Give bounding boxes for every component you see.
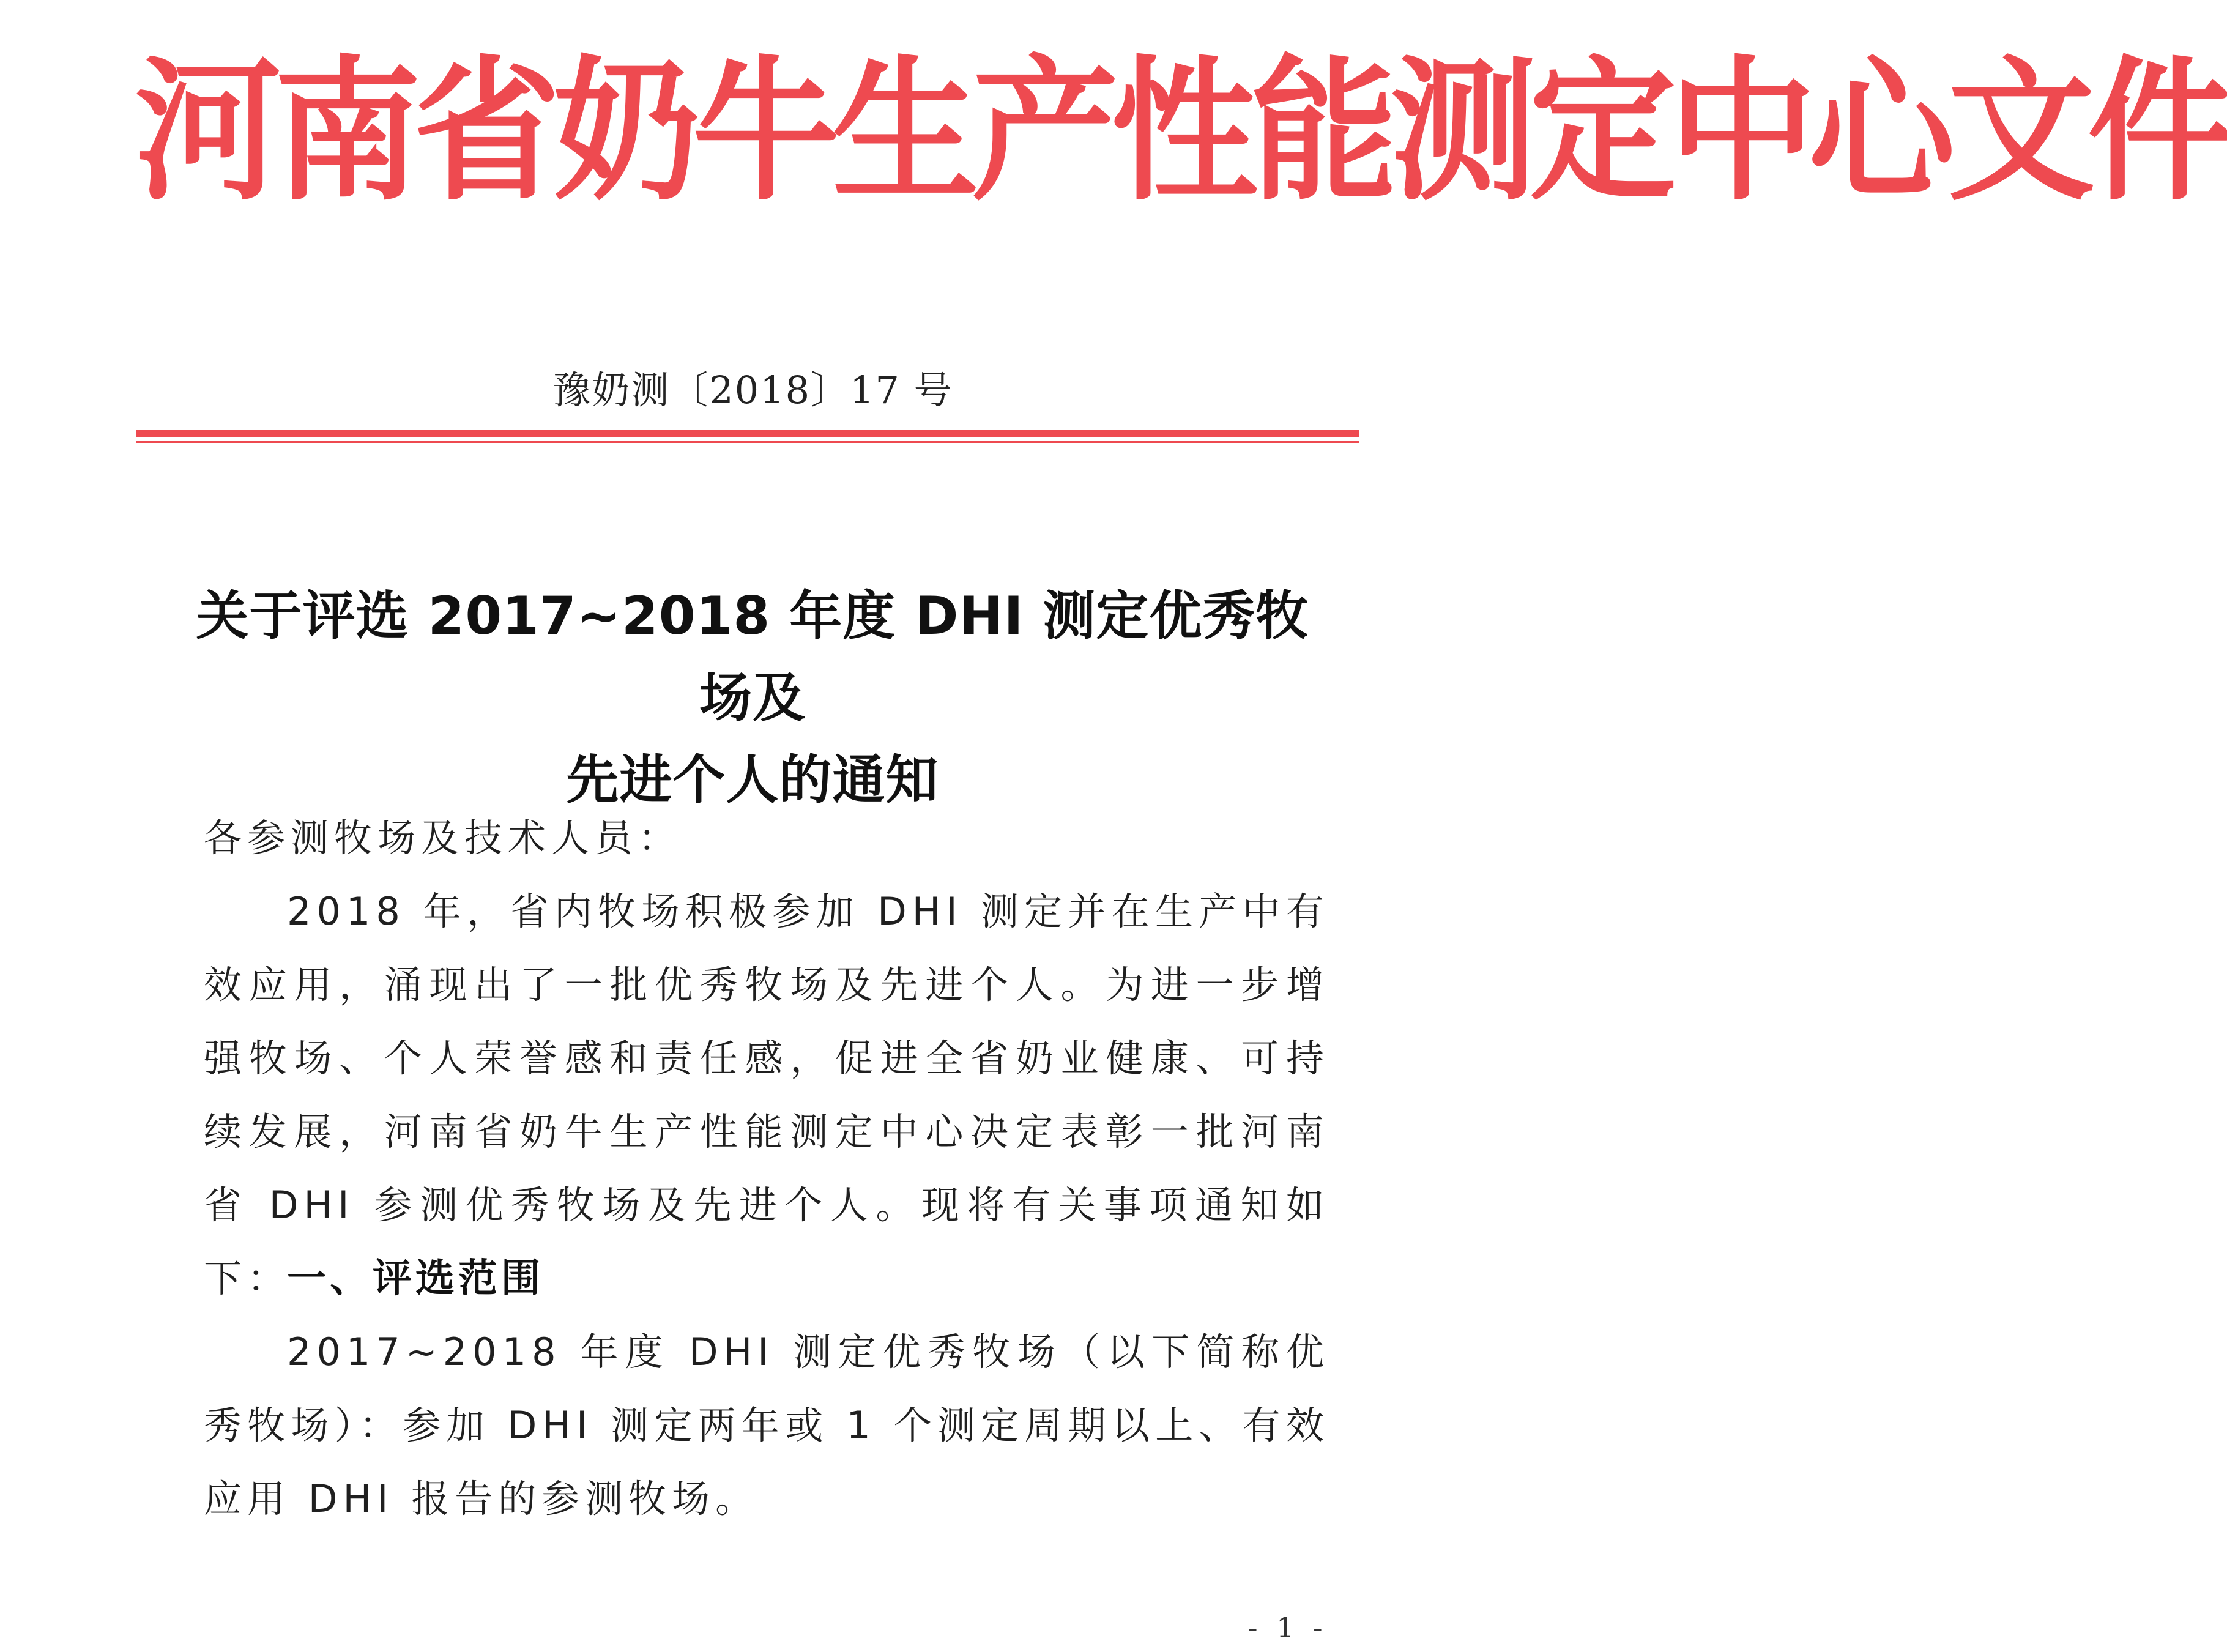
- red-divider: [136, 430, 1359, 445]
- document-number: 豫奶测〔2018〕17 号: [552, 368, 953, 412]
- paragraph-scope: 2017~2018 年度 DHI 测定优秀牧场（以下简称优秀牧场）：参加 DHI 测定两年或 1 个测定周期以上、有效应用 DHI 报告的参测牧场。: [204, 1330, 1329, 1521]
- notice-title-line2: 先进个人的通知: [566, 750, 939, 811]
- salutation: 各参测牧场及技术人员：: [204, 816, 682, 860]
- paragraph-intro: 2018 年，省内牧场积极参加 DHI 测定并在生产中有效应用，涌现出了一批优秀牧场及先进个人。为进一步增强牧场、个人荣誉感和责任感，促进全省奶业健康、可持续发展，河南省奶牛生产性能测定中心决定表彰一批河南省 DHI 参测优秀牧场及先进个人。现将有关事项通知如下：: [204, 889, 1329, 1301]
- masthead-title: 河南省奶牛生产性能测定中心文件: [135, 42, 2227, 222]
- red-divider-thick: [136, 430, 1359, 437]
- notice-title-line1: 关于评选 2017~2018 年度 DHI 测定优秀牧场及: [196, 586, 1309, 729]
- notice-title: [171, 575, 1334, 821]
- section-heading-scope: 一、评选范围: [287, 1256, 544, 1301]
- red-divider-thin: [136, 441, 1359, 443]
- page-number: - 1 -: [1248, 1611, 1328, 1644]
